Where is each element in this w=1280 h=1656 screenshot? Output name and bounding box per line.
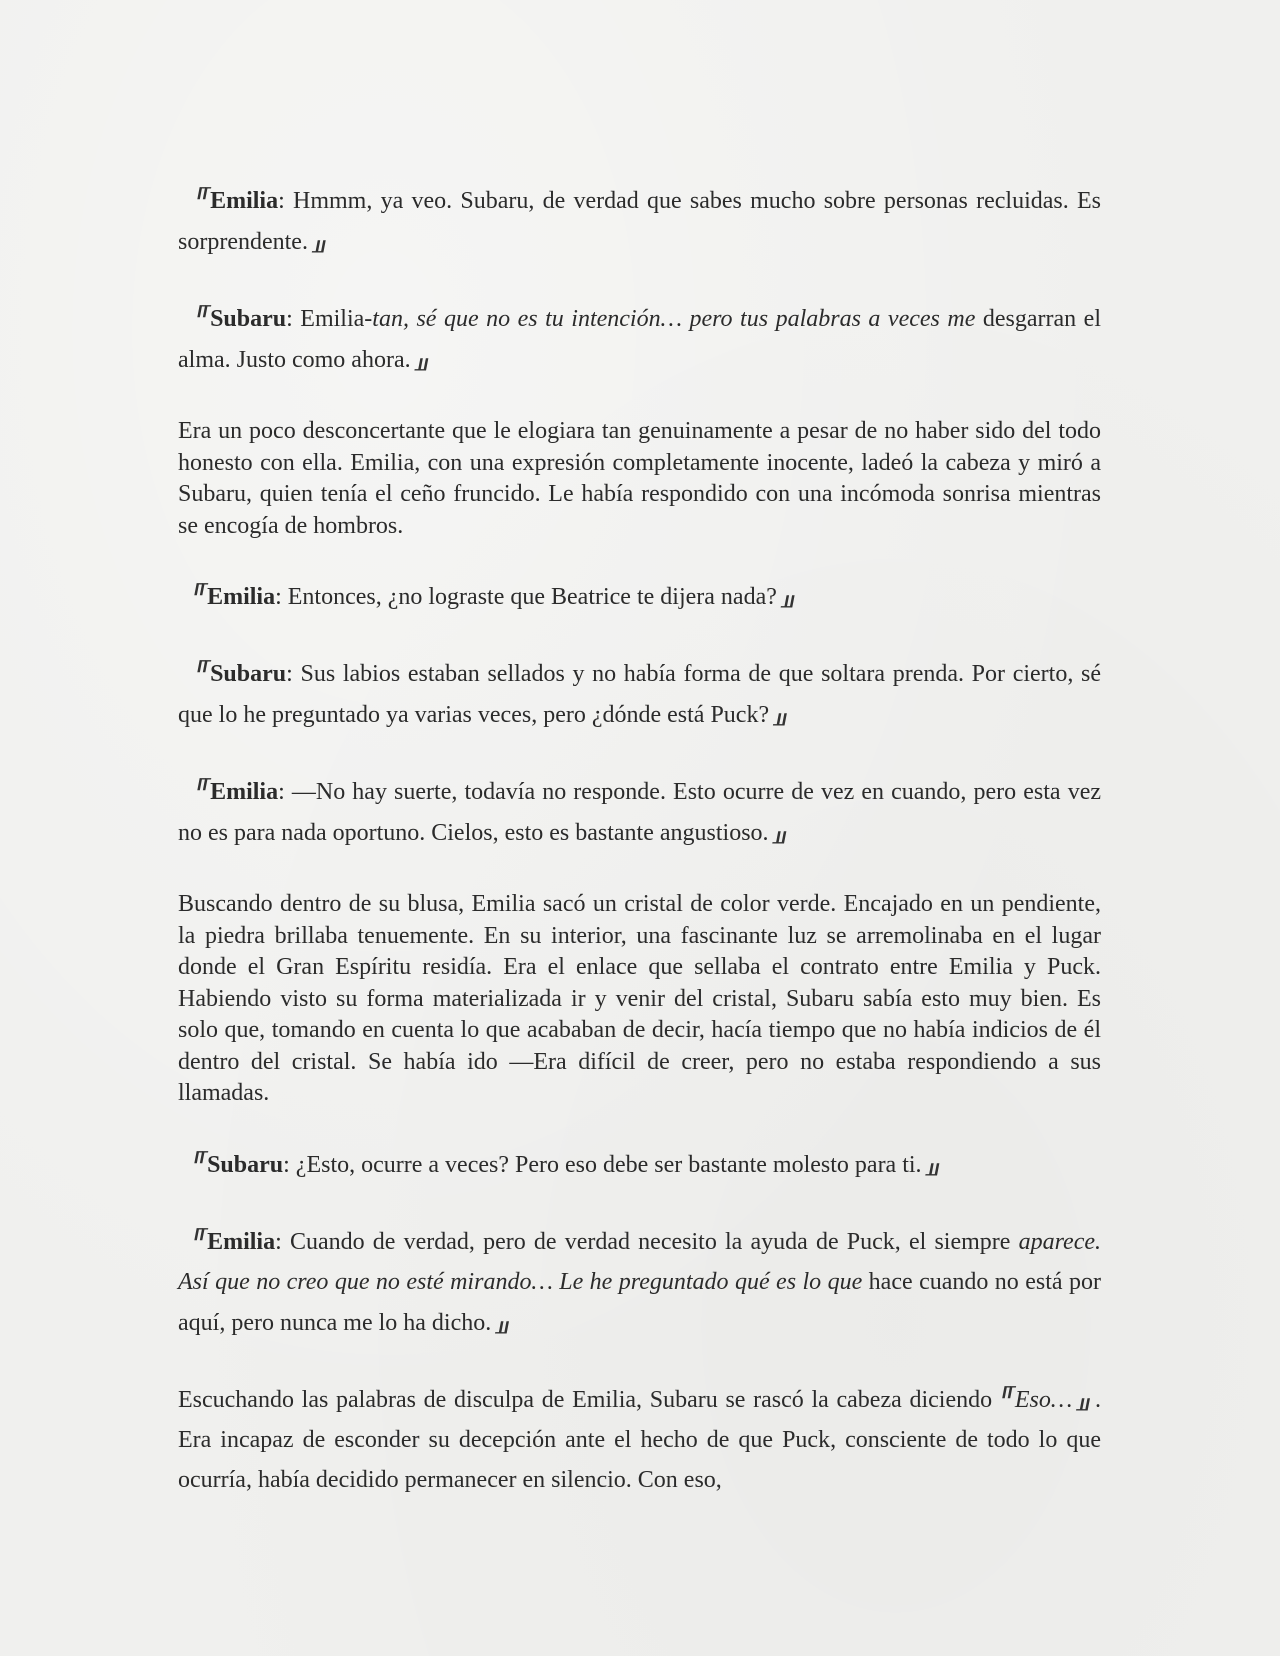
speaker-colon: :	[275, 584, 282, 610]
speaker-name: Subaru	[210, 661, 287, 687]
open-quote-mark: ⸢⸢	[195, 775, 207, 806]
speaker-name: Emilia	[207, 584, 276, 610]
dialogue-text: —No hay suerte, todavía no responde. Esto ocurre de vez en cuando, pero esta vez no es para nada oportuno. Cielos, esto es bastante angustioso.	[178, 779, 1101, 846]
narration-paragraph: Era un poco desconcertante que le elogiara tan genuinamente a pesar de no haber sido del todo honesto con ella. Emilia, con una expresión completamente inocente, ladeó la cabeza y miró a Subaru, quien tenía el ceño fruncido. Le había respondido con una incómoda sonrisa mientras se encogía de hombros.	[178, 418, 1101, 539]
dialogue-paragraph	[178, 653, 1101, 735]
open-quote-mark: ⸢⸢	[195, 657, 207, 688]
close-quote-mark: ⸥⸥	[925, 1147, 937, 1179]
narration-paragraph: Buscando dentro de su blusa, Emilia sacó un cristal de color verde. Encajado en un pendiente, la piedra brillaba tenuemente. En su interior, una fascinante luz se arremolinaba en el lugar donde el Gran Espíritu residía. Era el enlace que sellaba el contrato entre Emilia y Puck. Habiendo visto su forma materializada ir y venir del cristal, Subaru sabía esto muy bien. Es solo que, tomando en cuenta lo que acababan de decir, hacía tiempo que no había indicios de él dentro del cristal. Se había ido —Era difícil de creer, pero no estaba respondiendo a sus llamadas.	[178, 891, 1101, 1106]
dialogue-italic-text: tan, sé que no es tu intención… pero tus palabras a veces me	[372, 306, 976, 332]
close-quote-mark: ⸥⸥	[773, 698, 785, 729]
text-column	[178, 180, 1101, 1536]
open-quote-mark: ⸢⸢	[192, 1224, 204, 1256]
dialogue-paragraph	[178, 1144, 1101, 1185]
speaker-name: Subaru	[210, 306, 287, 332]
speaker-name: Emilia	[210, 779, 279, 805]
speaker-colon: :	[283, 1151, 290, 1178]
speaker-colon: :	[275, 1228, 282, 1255]
dialogue-paragraph	[178, 576, 1101, 617]
dialogue-paragraph	[178, 180, 1101, 262]
speaker-colon: :	[278, 188, 285, 214]
close-quote-mark: ⸥⸥	[780, 580, 792, 611]
speaker-name: Emilia	[207, 1228, 276, 1255]
dialogue-text: Sus labios estaban sellados y no había forma de que soltara prenda. Por cierto, sé que lo he preguntado ya varias veces, pero ¿dónde está Puck?	[178, 661, 1101, 728]
speaker-colon: :	[278, 779, 285, 805]
open-quote-mark: ⸢⸢	[192, 1147, 204, 1179]
speaker-name: Emilia	[210, 188, 279, 214]
open-quote-mark: ⸢⸢	[192, 580, 204, 611]
dialogue-paragraph	[178, 1221, 1101, 1343]
dialogue-text: Entonces, ¿no lograste que Beatrice te dijera nada?	[281, 584, 777, 610]
dialogue-text: Cuando de verdad, pero de verdad necesito la ayuda de Puck, el siempre	[281, 1228, 1011, 1255]
speaker-colon: :	[286, 661, 293, 687]
dialogue-paragraph	[178, 771, 1101, 853]
close-quote-mark: ⸥⸥	[311, 225, 324, 256]
close-quote-mark: ⸥⸥	[772, 816, 784, 847]
close-quote-mark: ⸥⸥	[1076, 1382, 1088, 1414]
dialogue-text: Hmmm, ya veo. Subaru, de verdad que sabes mucho sobre personas recluidas. Es sorprendente.	[178, 188, 1101, 255]
inline-quote-italic: Eso…	[1014, 1386, 1073, 1413]
speaker-colon: :	[286, 306, 293, 332]
open-quote-mark: ⸢⸢	[195, 184, 207, 215]
narration-text: . Era incapaz de esconder su decepción ante el hecho de que Puck, consciente de todo lo que ocurría, había decidido permanecer en silencio. Con eso,	[178, 1386, 1102, 1493]
dialogue-text: desgarran el alma. Justo como ahora.	[178, 306, 1101, 373]
close-quote-mark: ⸥⸥	[495, 1305, 507, 1337]
dialogue-text: hace cuando no está por aquí, pero nunca me lo ha dicho.	[178, 1268, 1101, 1336]
open-quote-mark: ⸢⸢	[195, 302, 207, 333]
dialogue-italic-text: aparece. Así que no creo que no esté mirando… Le he preguntado qué es lo que	[178, 1228, 1102, 1295]
dialogue-text: Emilia-	[292, 306, 373, 332]
speaker-name: Subaru	[207, 1151, 284, 1178]
narration-paragraph	[178, 1379, 1101, 1500]
narration-text: Escuchando las palabras de disculpa de Emilia, Subaru se rascó la cabeza diciendo	[178, 1386, 1000, 1413]
dialogue-text: ¿Esto, ocurre a veces? Pero eso debe ser bastante molesto para ti.	[289, 1151, 922, 1178]
open-quote-mark: ⸢⸢	[999, 1382, 1011, 1414]
dialogue-paragraph	[178, 298, 1101, 380]
close-quote-mark: ⸥⸥	[414, 343, 426, 374]
